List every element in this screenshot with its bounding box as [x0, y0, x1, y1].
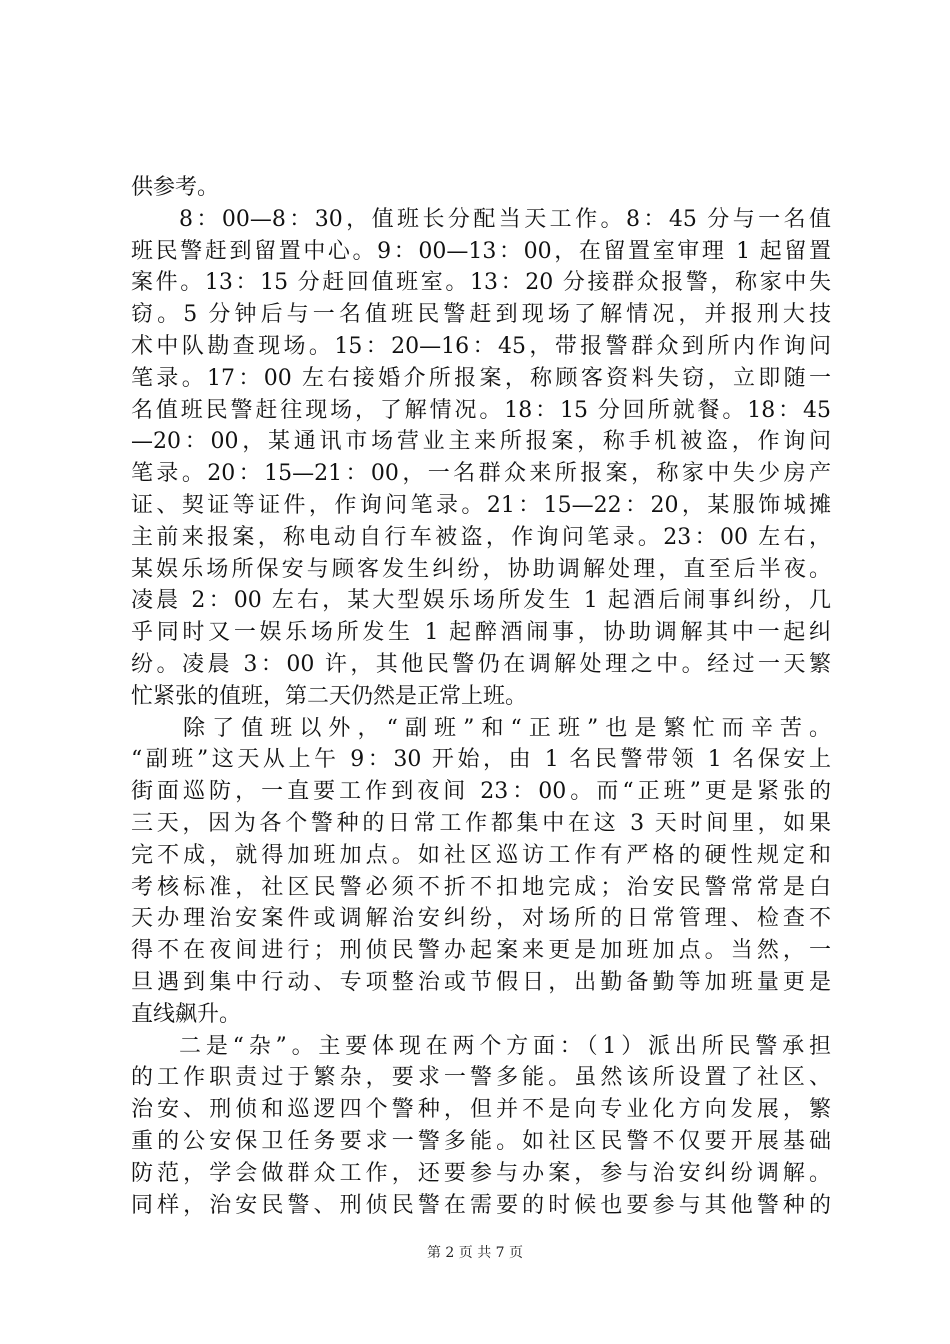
text-line: 笔录。20：15—21：00，一名群众来所报案，称家中失少房产 [131, 461, 831, 487]
text-line: 考核标准，社区民警必须不折不扣地完成；治安民警常常是白 [131, 874, 831, 900]
text-line: 防范，学会做群众工作，还要参与办案，参与治安纠纷调解。 [131, 1160, 831, 1186]
text-line: 治安、刑侦和巡逻四个警种，但并不是向专业化方向发展，繁 [131, 1097, 831, 1123]
text-line: 街面巡防，一直要工作到夜间 23：00。而“正班”更是紧张的 [131, 779, 831, 805]
text-line: 得不在夜间进行；刑侦民警办起案来更是加班加点。当然，一 [131, 938, 831, 964]
text-line: 案件。13：15 分赶回值班室。13：20 分接群众报警，称家中失 [131, 270, 831, 296]
text-line: 完不成，就得加班加点。如社区巡访工作有严格的硬性规定和 [131, 842, 831, 868]
text-line: 班民警赶到留置中心。9：00—13：00，在留置室审理 1 起留置 [131, 238, 831, 264]
body-text [131, 172, 831, 1221]
text-line: 天办理治安案件或调解治安纠纷，对场所的日常管理、检查不 [131, 906, 831, 932]
text-line: 的工作职责过于繁杂，要求一警多能。虽然该所设置了社区、 [131, 1065, 831, 1091]
text-line: 重的公安保卫任务要求一警多能。如社区民警不仅要开展基础 [131, 1128, 831, 1154]
text-line: 凌晨 2：00 左右，某大型娱乐场所发生 1 起酒后闹事纠纷，几 [131, 588, 831, 614]
text-line: 除了值班以外，“副班”和“正班”也是繁忙而辛苦。 [183, 715, 831, 741]
text-line: —20：00，某通讯市场营业主来所报案，称手机被盗，作询问 [131, 429, 831, 455]
text-line: 某娱乐场所保安与顾客发生纠纷，协助调解处理，直至后半夜。 [131, 556, 831, 582]
text-line: 窃。5 分钟后与一名值班民警赶到现场了解情况，并报刑大技 [131, 302, 831, 328]
text-line: 旦遇到集中行动、专项整治或节假日，出勤备勤等加班量更是 [131, 969, 831, 995]
text-line: 主前来报案，称电动自行车被盗，作询问笔录。23：00 左右， [131, 524, 831, 550]
text-line: 8：00—8：30，值班长分配当天工作。8：45 分与一名值 [179, 206, 831, 232]
text-line: 供参考。 [131, 175, 220, 200]
text-line: 二是“杂”。主要体现在两个方面：（1）派出所民警承担 [179, 1033, 831, 1059]
text-line: 名值班民警赶往现场，了解情况。18：15 分回所就餐。18：45 [131, 397, 831, 423]
text-line: 笔录。17：00 左右接婚介所报案，称顾客资料失窃，立即随一 [131, 365, 831, 391]
text-line: 三天，因为各个警种的日常工作都集中在这 3 天时间里，如果 [131, 810, 831, 836]
text-line: “副班”这天从上午 9：30 开始，由 1 名民警带领 1 名保安上 [131, 747, 831, 773]
text-line: 直线飙升。 [131, 1001, 242, 1027]
text-line: 术中队勘查现场。15：20—16：45，带报警群众到所内作询问 [131, 333, 831, 359]
text-line: 乎同时又一娱乐场所发生 1 起醉酒闹事，协助调解其中一起纠 [131, 620, 831, 646]
text-line: 同样，治安民警、刑侦民警在需要的时候也要参与其他警种的 [131, 1192, 831, 1218]
page-number-footer: 第 2 页 共 7 页 [426, 1245, 524, 1261]
text-line: 纷。凌晨 3：00 许，其他民警仍在调解处理之中。经过一天繁 [131, 651, 831, 677]
text-line: 忙紧张的值班，第二天仍然是正常上班。 [131, 683, 528, 709]
text-line: 证、契证等证件，作询问笔录。21：15—22：20，某服饰城摊 [131, 492, 831, 518]
